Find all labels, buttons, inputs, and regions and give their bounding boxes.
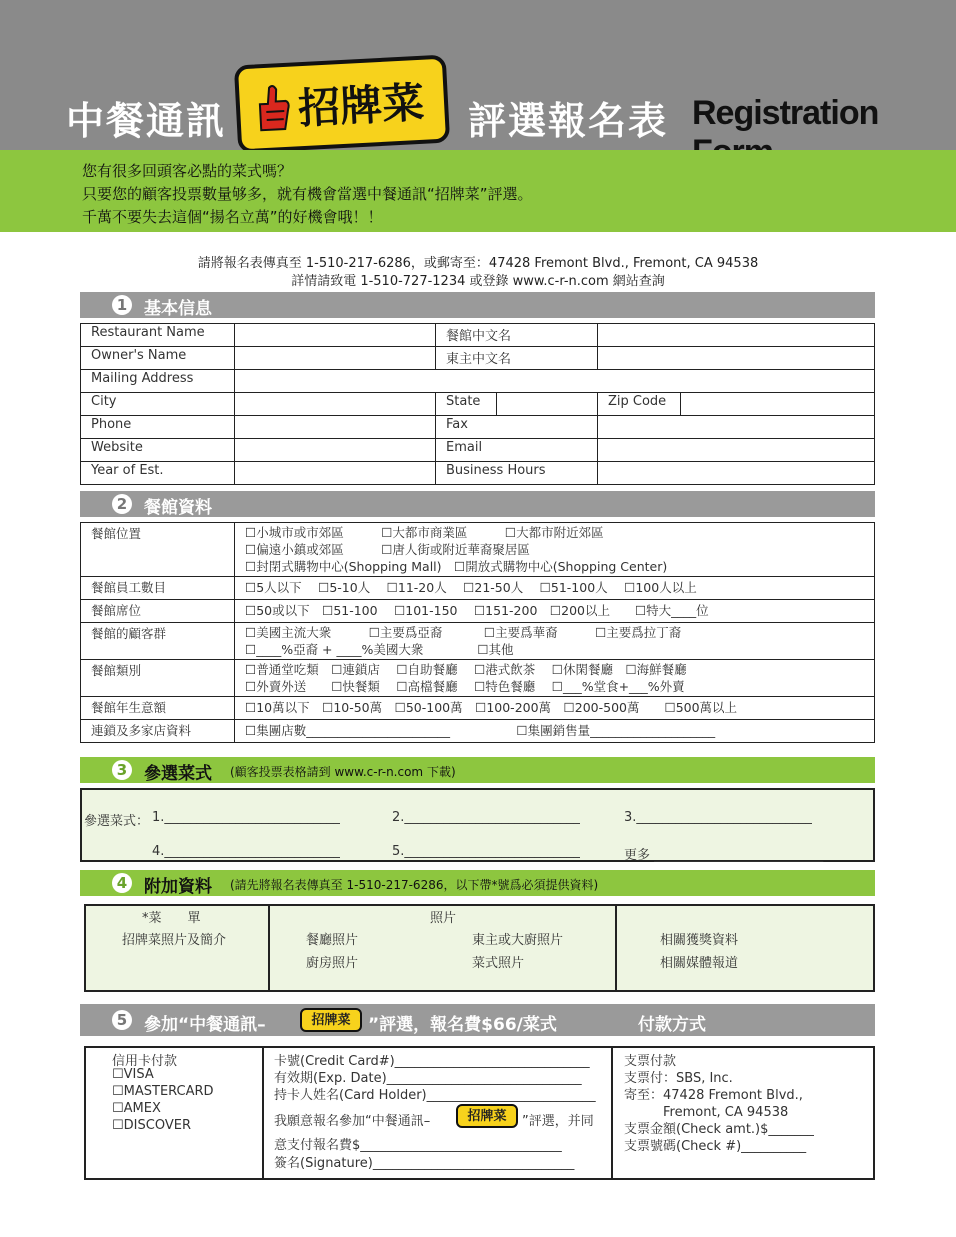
options-cell[interactable] [235, 623, 875, 660]
options-line[interactable]: ☐外賣外送 ☐快餐類 ☐高檔餐廳 ☐特色餐廳 ☐___%堂食+___%外賣 [245, 679, 685, 694]
options-cell[interactable] [235, 720, 875, 743]
title-mid: 評選報名表 [468, 99, 669, 143]
field-label: 餐館的顧客群 [81, 623, 235, 660]
state-field[interactable] [497, 393, 598, 416]
divider [611, 1046, 613, 1180]
card-number-field[interactable]: 卡號(Credit Card#)______________________________ [274, 1054, 590, 1069]
signature-dish-logo: 招牌菜 [456, 1104, 518, 1128]
options-line[interactable]: ☐美國主流大衆 ☐主要爲亞裔 ☐主要爲華裔 ☐主要爲拉丁裔 [245, 625, 682, 640]
check-line: Fremont, CA 94538 [624, 1105, 789, 1120]
check-number-field[interactable]: 支票號碼(Check #)__________ [624, 1139, 807, 1154]
menu-heading: *菜 單 [142, 911, 201, 926]
card-holder-field[interactable]: 持卡人姓名(Card Holder)__________________________ [274, 1088, 596, 1103]
divider [615, 904, 617, 992]
card-amex-checkbox[interactable]: ☐AMEX [112, 1101, 161, 1116]
title-left: 中餐通訊 [66, 99, 227, 143]
table-row [81, 462, 875, 485]
table-row [81, 324, 875, 347]
website-field[interactable] [235, 439, 436, 462]
table-row [81, 600, 875, 623]
section-subtitle: (顧客投票表格請到 www.c-r-n.com 下載) [230, 765, 456, 779]
options-line[interactable]: ☐10萬以下 ☐10-50萬 ☐50-100萬 ☐100-200萬 ☐200-500萬 ☐500萬以上 [245, 700, 738, 715]
section-title: 餐館資料 [144, 498, 212, 518]
field-label: Business Hours [436, 462, 598, 485]
dishes-label: 參選菜式： [84, 814, 150, 829]
section-1-header [80, 292, 875, 318]
dish-field-3[interactable]: 3.___________________________ [624, 810, 812, 825]
options-cell[interactable] [235, 523, 875, 577]
agreement-text: 我願意報名參加“中餐通訊– [274, 1114, 431, 1129]
field-label: Fax [436, 416, 598, 439]
basic-info-table [80, 323, 875, 485]
chinese-name-field[interactable] [598, 324, 875, 347]
dish-field-more[interactable]: 更多 __________________________ [624, 848, 824, 863]
table-row [81, 416, 875, 439]
zip-code-field[interactable] [681, 393, 875, 416]
options-line[interactable]: ☐偏遠小鎮或郊區 ☐唐人街或附近華裔聚居區 [245, 542, 530, 557]
options-line[interactable]: ☐小城市或市郊區 ☐大都市商業區 ☐大都市附近郊區 [245, 525, 604, 540]
field-label: 餐館年生意額 [81, 697, 235, 720]
extra-item: 相關媒體報道 [660, 956, 739, 971]
signature-dish-logo [234, 55, 450, 154]
photo-item: 菜式照片 [472, 956, 525, 971]
field-label: City [81, 393, 235, 416]
section-number: 2 [112, 494, 132, 514]
restaurant-info-table [80, 522, 875, 743]
agreement-text: ”評選，并同 [522, 1114, 594, 1129]
check-line: 寄至：47428 Fremont Blvd., [624, 1088, 803, 1103]
business-hours-field[interactable] [598, 462, 875, 485]
exp-date-field[interactable]: 有效期(Exp. Date)______________________________ [274, 1071, 582, 1086]
photo-item: 東主或大廚照片 [472, 933, 564, 948]
thumbs-up-icon [251, 81, 294, 135]
city-field[interactable] [235, 393, 436, 416]
field-label: Website [81, 439, 235, 462]
section-4-header [80, 870, 875, 896]
dish-field-4[interactable]: 4.___________________________ [152, 844, 340, 859]
field-label: State [436, 393, 497, 416]
payment-title: 付款方式 [638, 1015, 706, 1035]
additional-info-box [84, 904, 875, 992]
logo-text: 招牌菜 [296, 77, 426, 134]
field-label: 東主中文名 [436, 347, 598, 370]
options-cell[interactable] [235, 577, 875, 600]
fax-field[interactable] [598, 416, 875, 439]
section-title-fee: ”評選，報名費$66/菜式 [368, 1015, 557, 1035]
instruction-line-2: 詳情請致電 1-510-727-1234 或登錄 www.c-r-n.com 網站查詢 [291, 274, 665, 289]
options-cell[interactable] [235, 600, 875, 623]
signature-field[interactable]: 簽名(Signature)_______________________________ [274, 1156, 575, 1171]
section-title: 基本信息 [144, 299, 212, 319]
section-5-header [80, 1004, 875, 1036]
table-row [81, 577, 875, 600]
fee-amount-field[interactable]: 意支付報名費$_______________________________ [274, 1138, 562, 1153]
field-label: 餐館中文名 [436, 324, 598, 347]
photo-item: 廚房照片 [306, 956, 359, 971]
table-row [81, 720, 875, 743]
field-label: Owner's Name [81, 347, 235, 370]
field-label: Year of Est. [81, 462, 235, 485]
table-row [81, 439, 875, 462]
extra-item: 相關獲獎資料 [660, 933, 739, 948]
credit-card-heading: 信用卡付款 [112, 1054, 178, 1069]
card-visa-checkbox[interactable]: ☐VISA [112, 1067, 154, 1082]
options-line[interactable]: ☐50或以下 ☐51-100 ☐101-150 ☐151-200 ☐200以上 ☐特大____位 [245, 603, 709, 618]
owner-chinese-name-field[interactable] [598, 347, 875, 370]
section-number: 3 [112, 760, 132, 780]
section-title: 參加“中餐通訊– [144, 1015, 266, 1035]
options-line[interactable]: ☐封閉式購物中心(Shopping Mall) ☐開放式購物中心(Shopping Center) [245, 559, 668, 574]
menu-item: 招牌菜照片及簡介 [122, 933, 227, 948]
section-title: 附加資料 [144, 877, 212, 897]
table-row [81, 523, 875, 577]
signature-dish-logo: 招牌菜 [300, 1008, 362, 1032]
options-line[interactable]: ☐集團店數_______________________ ☐集團銷售量____________________ [245, 723, 716, 738]
email-field[interactable] [598, 439, 875, 462]
section-number: 1 [112, 295, 132, 315]
options-cell[interactable] [235, 697, 875, 720]
phone-field[interactable] [235, 416, 436, 439]
table-row [81, 660, 875, 697]
instruction-line-1: 請將報名表傳真至 1-510-217-6286，或郵寄至：47428 Fremont Blvd., Fremont, CA 94538 [197, 256, 759, 271]
section-3-header [80, 757, 875, 783]
dish-field-2[interactable]: 2.___________________________ [392, 810, 580, 825]
options-line[interactable]: ☐5人以下 ☐5-10人 ☐11-20人 ☐21-50人 ☐51-100人 ☐100人以上 [245, 580, 697, 595]
options-line[interactable]: ☐____%亞裔 + ____%美國大衆 ☐其他 [245, 642, 514, 657]
field-label: Email [436, 439, 598, 462]
section-title: 參選菜式 [144, 764, 212, 784]
photos-heading: 照片 [430, 911, 457, 926]
restaurant-name-field[interactable] [235, 324, 436, 347]
check-heading: 支票付款 [624, 1054, 677, 1069]
table-row [81, 370, 875, 393]
field-label: 餐館位置 [81, 523, 235, 577]
field-label: 餐館員工數目 [81, 577, 235, 600]
table-row [81, 393, 875, 416]
mailing-address-field[interactable] [235, 370, 875, 393]
intro-line-2: 只要您的顧客投票數量够多，就有機會當選中餐通訊“招牌菜”評選。 [82, 185, 533, 203]
section-2-header [80, 491, 875, 517]
divider [262, 1046, 264, 1180]
check-line: 支票付：SBS, Inc. [624, 1071, 733, 1086]
photo-item: 餐廳照片 [306, 933, 359, 948]
divider [268, 904, 270, 992]
year-established-field[interactable] [235, 462, 436, 485]
table-row [81, 623, 875, 660]
field-label: Zip Code [598, 393, 681, 416]
field-label: 餐館類別 [81, 660, 235, 697]
dish-field-5[interactable]: 5.___________________________ [392, 844, 580, 859]
table-row [81, 347, 875, 370]
intro-line-1: 您有很多回頭客必點的菜式嗎？ [82, 162, 293, 180]
field-label: Mailing Address [81, 370, 235, 393]
check-amount-field[interactable]: 支票金額(Check amt.)$_______ [624, 1122, 814, 1137]
dish-field-1[interactable]: 1.___________________________ [152, 810, 340, 825]
field-label: 餐館席位 [81, 600, 235, 623]
options-line[interactable]: ☐普通堂吃類 ☐連鎖店 ☐自助餐廳 ☐港式飲茶 ☐休閑餐廳 ☐海鮮餐廳 [245, 662, 687, 677]
field-label: Phone [81, 416, 235, 439]
card-mastercard-checkbox[interactable]: ☐MASTERCARD [112, 1084, 214, 1099]
title-english: Registration [692, 94, 879, 132]
owner-name-field[interactable] [235, 347, 436, 370]
section-number: 4 [112, 873, 132, 893]
section-number: 5 [112, 1010, 132, 1030]
field-label: 連鎖及多家店資料 [81, 720, 235, 743]
intro-line-3: 千萬不要失去這個“揚名立萬”的好機會哦！！ [82, 208, 383, 226]
card-discover-checkbox[interactable]: ☐DISCOVER [112, 1118, 191, 1133]
section-subtitle: (請先將報名表傳真至 1-510-217-6286，以下帶*號爲必須提供資料) [230, 878, 599, 892]
field-label: Restaurant Name [81, 324, 235, 347]
options-cell[interactable] [235, 660, 875, 697]
table-row [81, 697, 875, 720]
